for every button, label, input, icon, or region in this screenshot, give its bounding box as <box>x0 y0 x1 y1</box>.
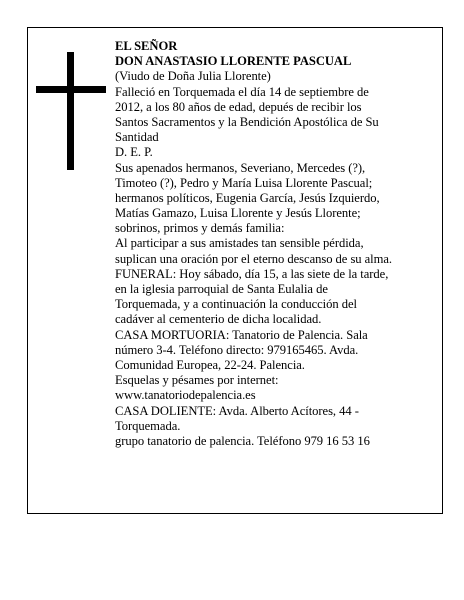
death-info-line: Santos Sacramentos y la Bendición Apostólica de Su <box>115 114 379 129</box>
condolences-line: Esquelas y pésames por internet: <box>115 373 279 388</box>
family-line: Matías Gamazo, Luisa Llorente y Jesús Llorente; <box>115 206 361 221</box>
family-line: hermanos políticos, Eugenia García, Jesús Izquierdo, <box>115 190 380 205</box>
website-text: www.tanatoriodepalencia.es <box>115 388 256 403</box>
funeral-line: FUNERAL: Hoy sábado, día 15, a las siete de la tarde, <box>115 266 389 281</box>
request-line: suplican una oración por el eterno descanso de su alma. <box>115 251 393 266</box>
family-line: Sus apenados hermanos, Severiano, Mercedes (?), <box>115 160 366 175</box>
death-info-line: 2012, a los 80 años de edad, depués de recibir los <box>115 99 362 114</box>
mortuary-line: Comunidad Europea, 22-24. Palencia. <box>115 357 305 372</box>
rip-text: D. E. P. <box>115 145 153 160</box>
funeral-line: en la iglesia parroquial de Santa Eulalia de <box>115 282 328 296</box>
family-home-line: Torquemada. <box>115 418 181 433</box>
death-info-line: Santidad <box>115 130 159 145</box>
obituary-text <box>115 39 420 449</box>
notice-title: EL SEÑOR <box>115 39 178 53</box>
family-home-line: CASA DOLIENTE: Avda. Alberto Acítores, 44 - <box>115 403 359 418</box>
cross-vertical-bar <box>67 52 74 170</box>
cross-horizontal-bar <box>36 86 106 93</box>
contact-line: grupo tanatorio de palencia. Teléfono 979 16 53 16 <box>115 433 370 448</box>
deceased-name: DON ANASTASIO LLORENTE PASCUAL <box>115 54 352 69</box>
request-line: Al participar a sus amistades tan sensible pérdida, <box>115 236 364 251</box>
mortuary-line: número 3-4. Teléfono directo: 979165465. Avda. <box>115 342 359 357</box>
funeral-line: cadáver al cementerio de dicha localidad. <box>115 312 322 327</box>
family-line: sobrinos, primos y demás familia: <box>115 221 285 236</box>
widower-note: (Viudo de Doña Julia Llorente) <box>115 69 271 84</box>
family-line: Timoteo (?), Pedro y María Luisa Llorente Pascual; <box>115 175 373 190</box>
cross-icon <box>36 52 106 170</box>
mortuary-line: CASA MORTUORIA: Tanatorio de Palencia. Sala <box>115 327 368 342</box>
funeral-line: Torquemada, y a continuación la conducción del <box>115 297 357 312</box>
death-info-line: Falleció en Torquemada el día 14 de septiembre de <box>115 84 369 99</box>
